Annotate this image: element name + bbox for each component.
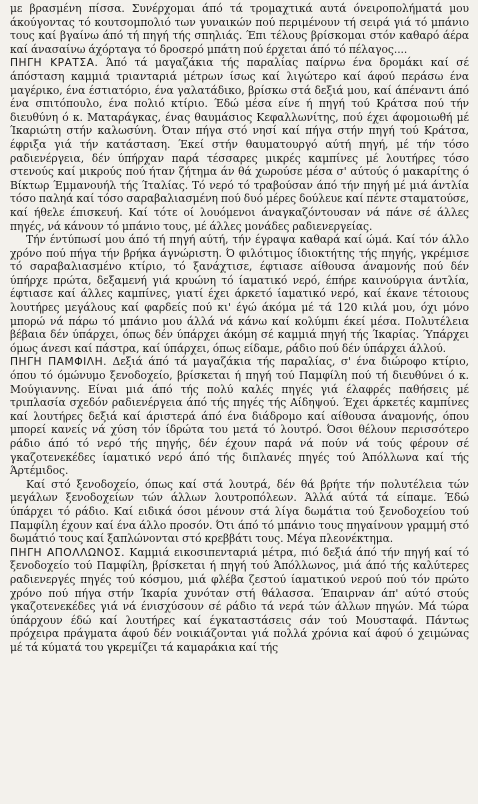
section-heading-apollonos: ΠΗΓΗ ΑΠΟΛΛΩΝΟΣ. bbox=[10, 545, 126, 559]
section-heading-kratsa: ΠΗΓΗ ΚΡΑΤΣΑ. bbox=[10, 56, 99, 70]
paragraph-6-text: Καμμιά εικοσιπενταριά μέτρα, πιό δεξιά άπό τήν πηγή καί τό ξενοδοχείο τού Παμφίλη, βρίσκεται ή πηγή τού Άπόλλωνος, μιά άπό τής καλύτερες ραδιενεργές πηγές τού κόσμου, μιά φλέβα ζεστού ίαματικού νερού πού τόν πρώτο χρόνο πού πήγα στήν Ίκαρία χυνόταν στή θάλασσα. Έπαιρναν άπ' αύτό στούς γκαζοτενεκέδες γιά νά ένισχύσουν σέ ράδιο τά νερά τών άλλων πηγών. Μά τώρα ύπάρχουν έδώ καί λουτήρες καί έγκαταστάσεις σάν τού Μουσταφά. Πάντως πρόχειρα πράγματα άφού δέν νοικιάζονται γιά πολλά χρόνια καί άφού ό χειμώνας μέ τά κύματά του γκρεμίζει τά καμαράκια καί τής bbox=[10, 545, 469, 654]
section-heading-pamfili: ΠΗΓΗ ΠΑΜΦΙΛΗ. bbox=[10, 355, 108, 369]
paragraph-6 bbox=[10, 546, 469, 655]
paragraph-4 bbox=[10, 355, 469, 477]
paragraph-3-text: Τήν έντύπωσί μου άπό τή πηγή αύτή, τήν έγραψα καθαρά καί ώμά. Καί τόν άλλο χρόνο πού πήγα τήν βρήκα άγνώριστη. Ό φιλότιμος ίδιοκτήτης τής πηγής, γκρέμισε τό σαραβαλιασμένο κτίριο, τό ξανάχτισε, έφτιασε αίθουσα άναμονής πού δέν ύπήρχε πρώτα, δεξαμενή γιά κρυώνη τό ίαματικό νερό, έπήρε καινούργια άντλία, έφτιασε καί άλλες καμπίνες, γιατί έχει άρκετό ίαματικό νερό, καί έκανε τέτοιους λουτήρες μεγάλους καί φαρδείς πού κι' έγώ άκόμα μέ τά 120 κιλά μου, όχι μόνο μπορώ νά πάρω τό μπάνιο μου άλλά νά κάνω καί κολύμπι έκεί μέσα. Πολυτέλεια βέβαια δέν ύπάρχει, όπως δέν ύπάρχει άκόμη σέ καμμιά πηγή τής Ίκαρίας. Ύπάρχει όμως άνεσι καί πάστρα, καί ύπάρχει, όπως είδαμε, ράδιο πού δέν ύπάρχει άλλού. bbox=[10, 233, 469, 355]
paragraph-3 bbox=[10, 233, 469, 355]
paragraph-1 bbox=[10, 2, 469, 56]
paragraph-2 bbox=[10, 56, 469, 233]
paragraph-2-text: Άπό τά μαγαζάκια τής παραλίας παίρνω ένα δρομάκι καί σέ άπόσταση καμμιά τριανταριά μέτρων ίσως καί λιγώτερο καί άφού περάσω ένα μαγέρικο, ένα έστιατόριο, ένα γαλατάδικο, βρίσκω στά δεξιά μου, καί άπέναντι άπό ένα σπιτόπουλο, ένα πολιό κτίριο. Έδώ μέσα είνε ή πηγή τού Κράτσα πού τήν διευθύνη ό κ. Ματαράγκας, ένας θαυμάσιος Κεφαλλωνίτης, πού έχει άφομοιωθή μέ Ίκαριώτη στήν καλωσύνη. Όταν πήγα στό νησί καί πήγα στήν πηγή τού Κράτσα, έφριξα γιά τήν κατάσταση. Έκεί στήν θαυματουργό αύτή πηγή, μέ τήν τόσο ραδιενέργεια, δέν ύπήρχαν παρά τέσσαρες μικρές καμπίνες μέ λουτήρες τόσο στενούς καί μικρούς πού ήταν ζήτημα άν θά χωρούσε μέσα σ' αύτούς ό μακαρίτης ό Βίκτωρ Έμμανουήλ τής Ίταλίας. Τό νερό τό τραβούσαν άπό τήν πηγή μέ μιά άντλία τόσο παληά καί τόσο σαραβαλιασμένη πού δυό μέρες δούλευε καί πέντε σταματούσε, καί ήθελε έπισκευή. Καί τότε οί λουόμενοι άναγκαζόντουσαν νά πάνε σέ άλλες πηγές, νά κάνουν τό μπάνιο τους, μέ άλλες μονάδες ραδιενεργείας. bbox=[10, 56, 469, 233]
paragraph-1-text: με βρασμένη πίσσα. Συνέρχομαι άπό τά τρομαχτικά αυτά όνειροπολήματά μου άκούγοντας τό κουτσομπολιό των γυναικών πού περιμένουν τή σειρά γιά τό μπάνιο τους καί βγαίνω άπό τή πηγή τής σπηλιάς. Έπι τέλους βρίσκομαι στόν καθαρό άέρα καί άνασαίνω άχόρταγα τό δροσερό μπάτη πού έρχεται άπό τό πέλαγος.... bbox=[10, 2, 469, 56]
paragraph-5-text: Καί στό ξενοδοχείο, όπως καί στά λουτρά, δέν θά βρήτε τήν πολυτέλεια τών μεγάλων ξενοδοχείων τών άλλων λουτροπόλεων. Άλλά αύτά τά είπαμε. Έδώ ύπάρχει τό ράδιο. Καί ειδικά όσοι μένουν στά λίγα δωμάτια τού ξενοδοχείου τού Παμφίλη έχουν καί ένα άλλο προσόν. Ότι άπό τό μπάνιο τους πηγαίνουν γραμμή στό δωμάτιό τους καί ξαπλώνονται στό κρεββάτι τους. Μέγα πλεονέκτημα. bbox=[10, 477, 469, 546]
paragraph-4-text: Δεξιά άπό τά μαγαζάκια τής παραλίας, σ' ένα διώροφο κτίριο, όπου τό όμώνυμο ξενοδοχείο, βρίσκεται ή πηγή τού Παμφίλη πού τή διευθύνει ό κ. Μούγιαννης. Είναι μιά άπό τής πολύ καλές πηγές γιά έλαφρές παθήσεις μέ τριπλασία σχεδόν ραδιενέργεια άπό τής πηγές τής Αίδηψού. Έχει άρκετές καμπίνες καί λουτήρες δεξιά καί άριστερά άπό ένα διάδρομο καί αίθουσα άναμονής, όπου μπορεί κανείς νά χύση τόν ίδρώτα του μετά τό λουτρό. Όσοι θέλουν περισσότερο ράδιο άπό τό νερό τής πηγής, δέν έχουν παρά νά πούν νά τούς φέρουν σέ γκαζοτενεκέδες ίαματικό νερό άπό τής διπλανές πηγές τού Άπόλλωνα καί τής Άρτέμιδος. bbox=[10, 355, 469, 478]
article-body bbox=[10, 2, 469, 655]
paragraph-5 bbox=[10, 478, 469, 546]
